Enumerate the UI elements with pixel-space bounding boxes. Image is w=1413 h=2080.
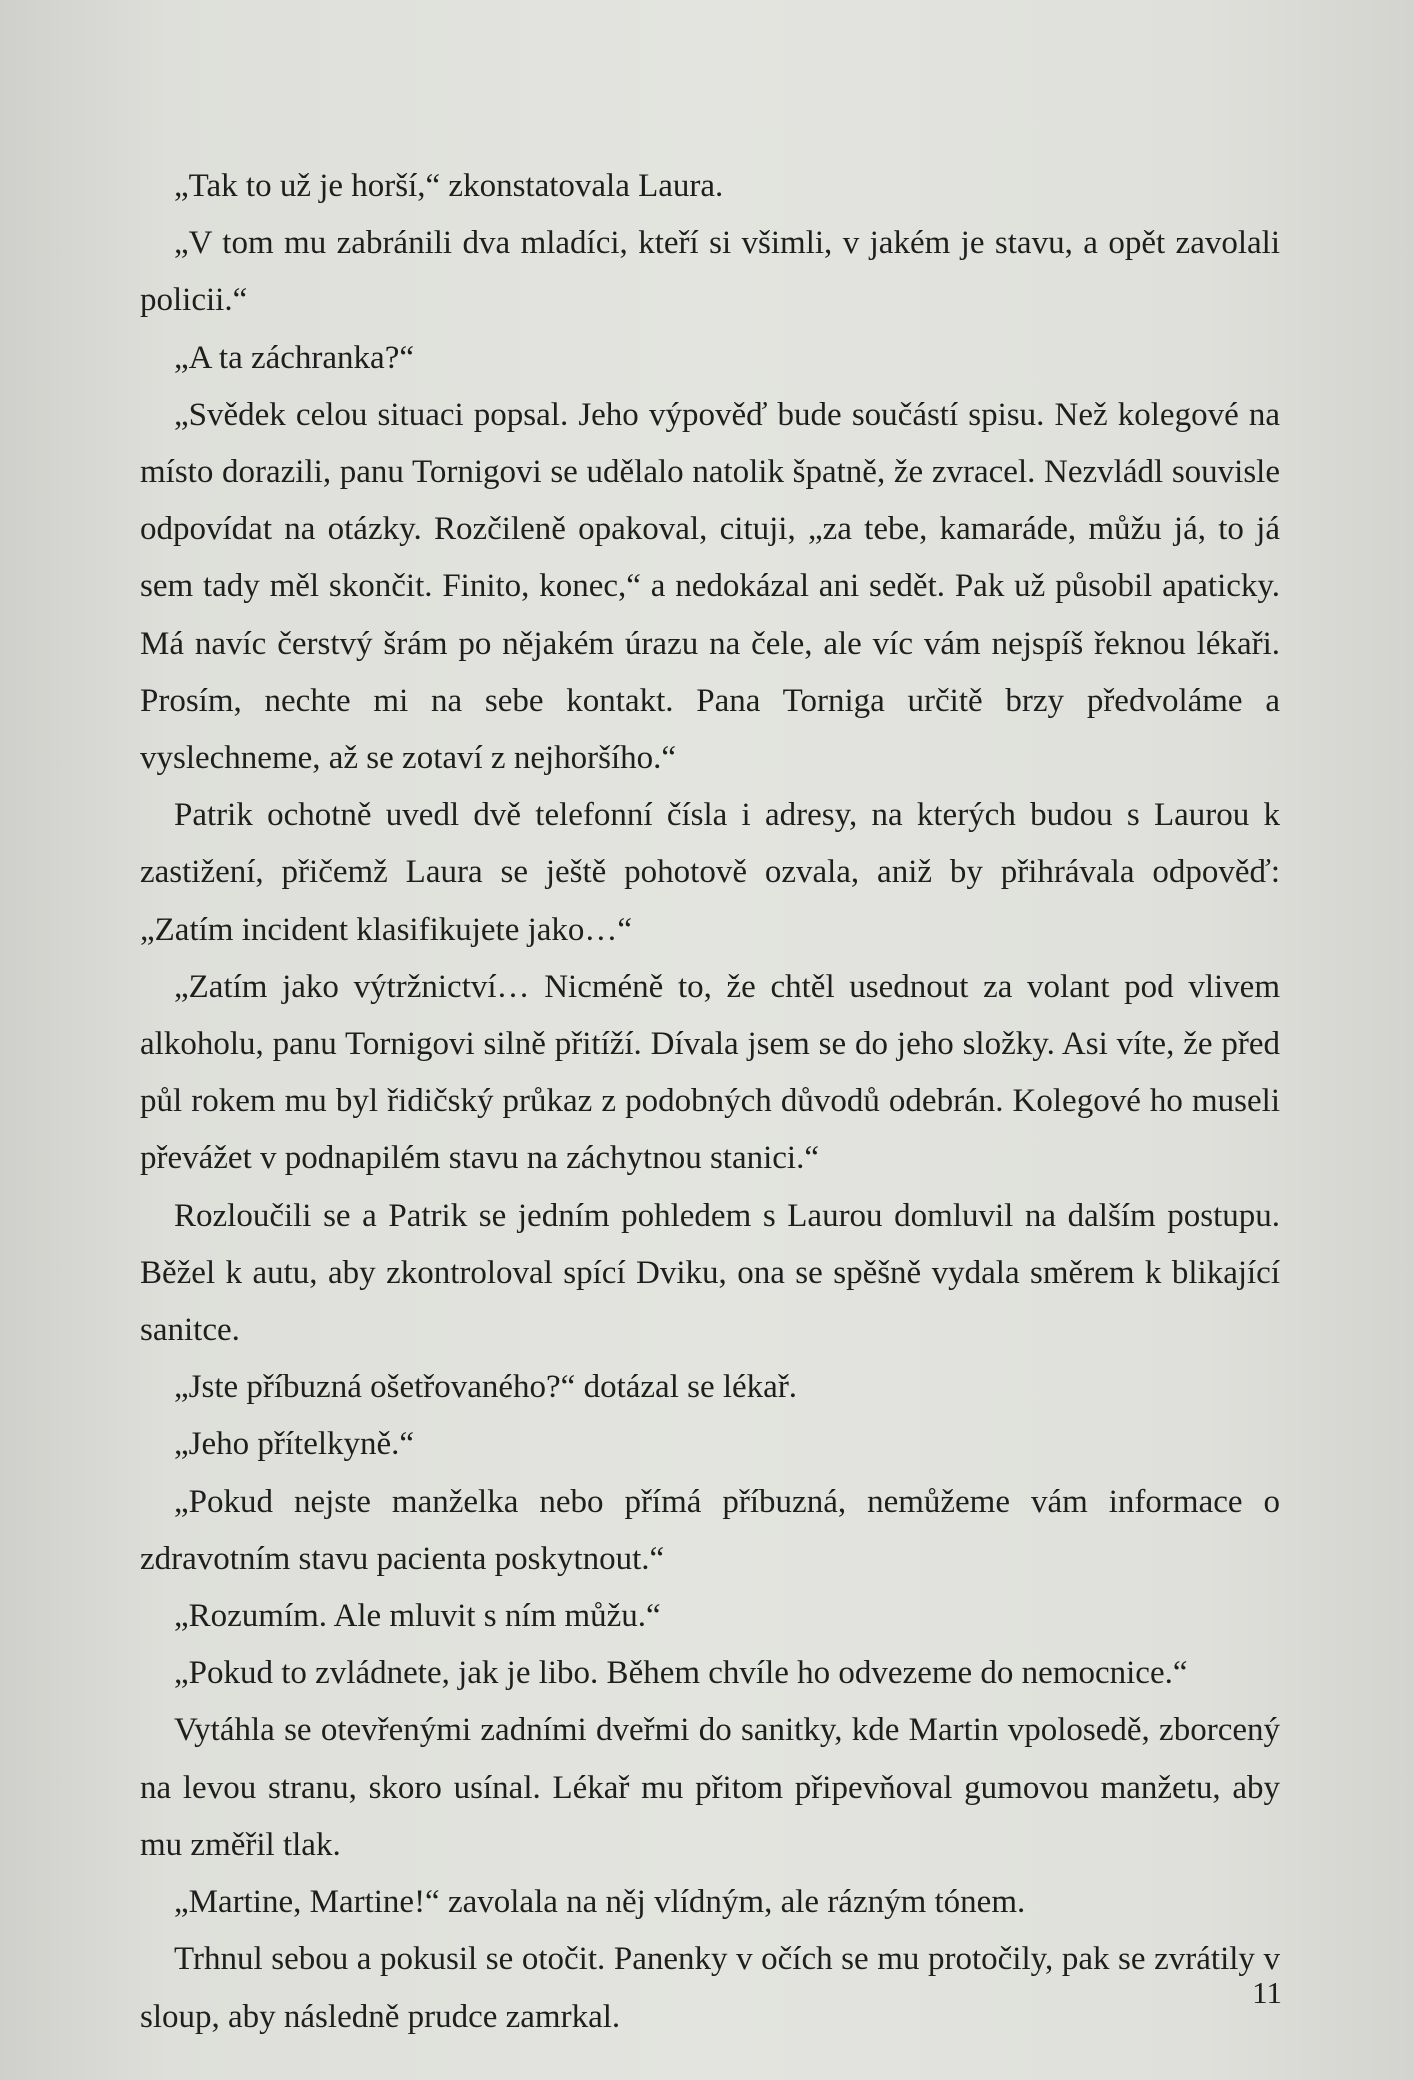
paragraph: „Tak to už je horší,“ zkonstatovala Laura.	[174, 168, 724, 204]
paragraph: „V tom mu zabránili dva mladíci, kteří si všimli, v jakém je stavu, a opět zavolali policii.“	[140, 225, 1280, 319]
paragraph: „Martine, Martine!“ zavolala na něj vlídným, ale rázným tónem.	[174, 1884, 1026, 1921]
body-text	[140, 158, 1280, 2046]
page-number: 11	[1252, 1975, 1282, 2010]
paragraph: „Jste příbuzná ošetřovaného?“ dotázal se lékař.	[174, 1369, 798, 1406]
paragraph: Trhnul sebou a pokusil se otočit. Panenky v očích se mu protočily, pak se zvrátily v sloup, aby následně prudce zamrkal.	[140, 1941, 1280, 2035]
paragraph: „Rozumím. Ale mluvit s ním můžu.“	[174, 1598, 661, 1635]
paragraph: Patrik ochotně uvedl dvě telefonní čísla i adresy, na kterých budou s Laurou k zastižení, přičemž Laura se ještě pohotově ozvala, aniž by přihrávala odpověď: „Zatím incident klasifikujete jako…“	[140, 797, 1280, 948]
paragraph: Vytáhla se otevřenými zadními dveřmi do sanitky, kde Martin vpolosedě, zborcený na levou stranu, skoro usínal. Lékař mu přitom připevňoval gumovou manžetu, aby mu změřil tlak.	[140, 1712, 1280, 1863]
paragraph: „A ta záchranka?“	[174, 339, 414, 376]
paragraph: „Svědek celou situaci popsal. Jeho výpověď bude součástí spisu. Než kolegové na místo dorazili, panu Tornigovi se udělalo natolik špatně, že zvracel. Nezvládl souvisle odpovídat na otázky. Rozčileně opakoval, cituji, „za tebe, kamaráde, můžu já, to já sem tady měl skončit. Finito, konec,“ a nedokázal ani sedět. Pak už působil apaticky. Má navíc čerstvý šrám po nějakém úrazu na čele, ale víc vám nejspíš řeknou lékaři. Prosím, nechte mi na sebe kontakt. Pana Torniga určitě brzy předvoláme a vyslechneme, až se zotaví z nejhoršího.“	[140, 396, 1280, 777]
paragraph: „Jeho přítelkyně.“	[174, 1426, 415, 1463]
paragraph: „Pokud to zvládnete, jak je libo. Během chvíle ho odvezeme do nemocnice.“	[174, 1655, 1188, 1692]
paragraph: „Zatím jako výtržnictví… Nicméně to, že chtěl usednout za volant pod vlivem alkoholu, panu Tornigovi silně přitíží. Dívala jsem se do jeho složky. Asi víte, že před půl rokem mu byl řidičský průkaz z podobných důvodů odebrán. Kolegové ho museli převážet v podnapilém stavu na záchytnou stanici.“	[140, 968, 1280, 1177]
paragraph: „Pokud nejste manželka nebo přímá příbuzná, nemůžeme vám informace o zdravotním stavu pacienta poskytnout.“	[140, 1483, 1280, 1577]
paragraph: Rozloučili se a Patrik se jedním pohledem s Laurou domluvil na dalším postupu. Běžel k autu, aby zkontroloval spící Dviku, ona se spěšně vydala směrem k blikající sanitce.	[140, 1197, 1280, 1349]
